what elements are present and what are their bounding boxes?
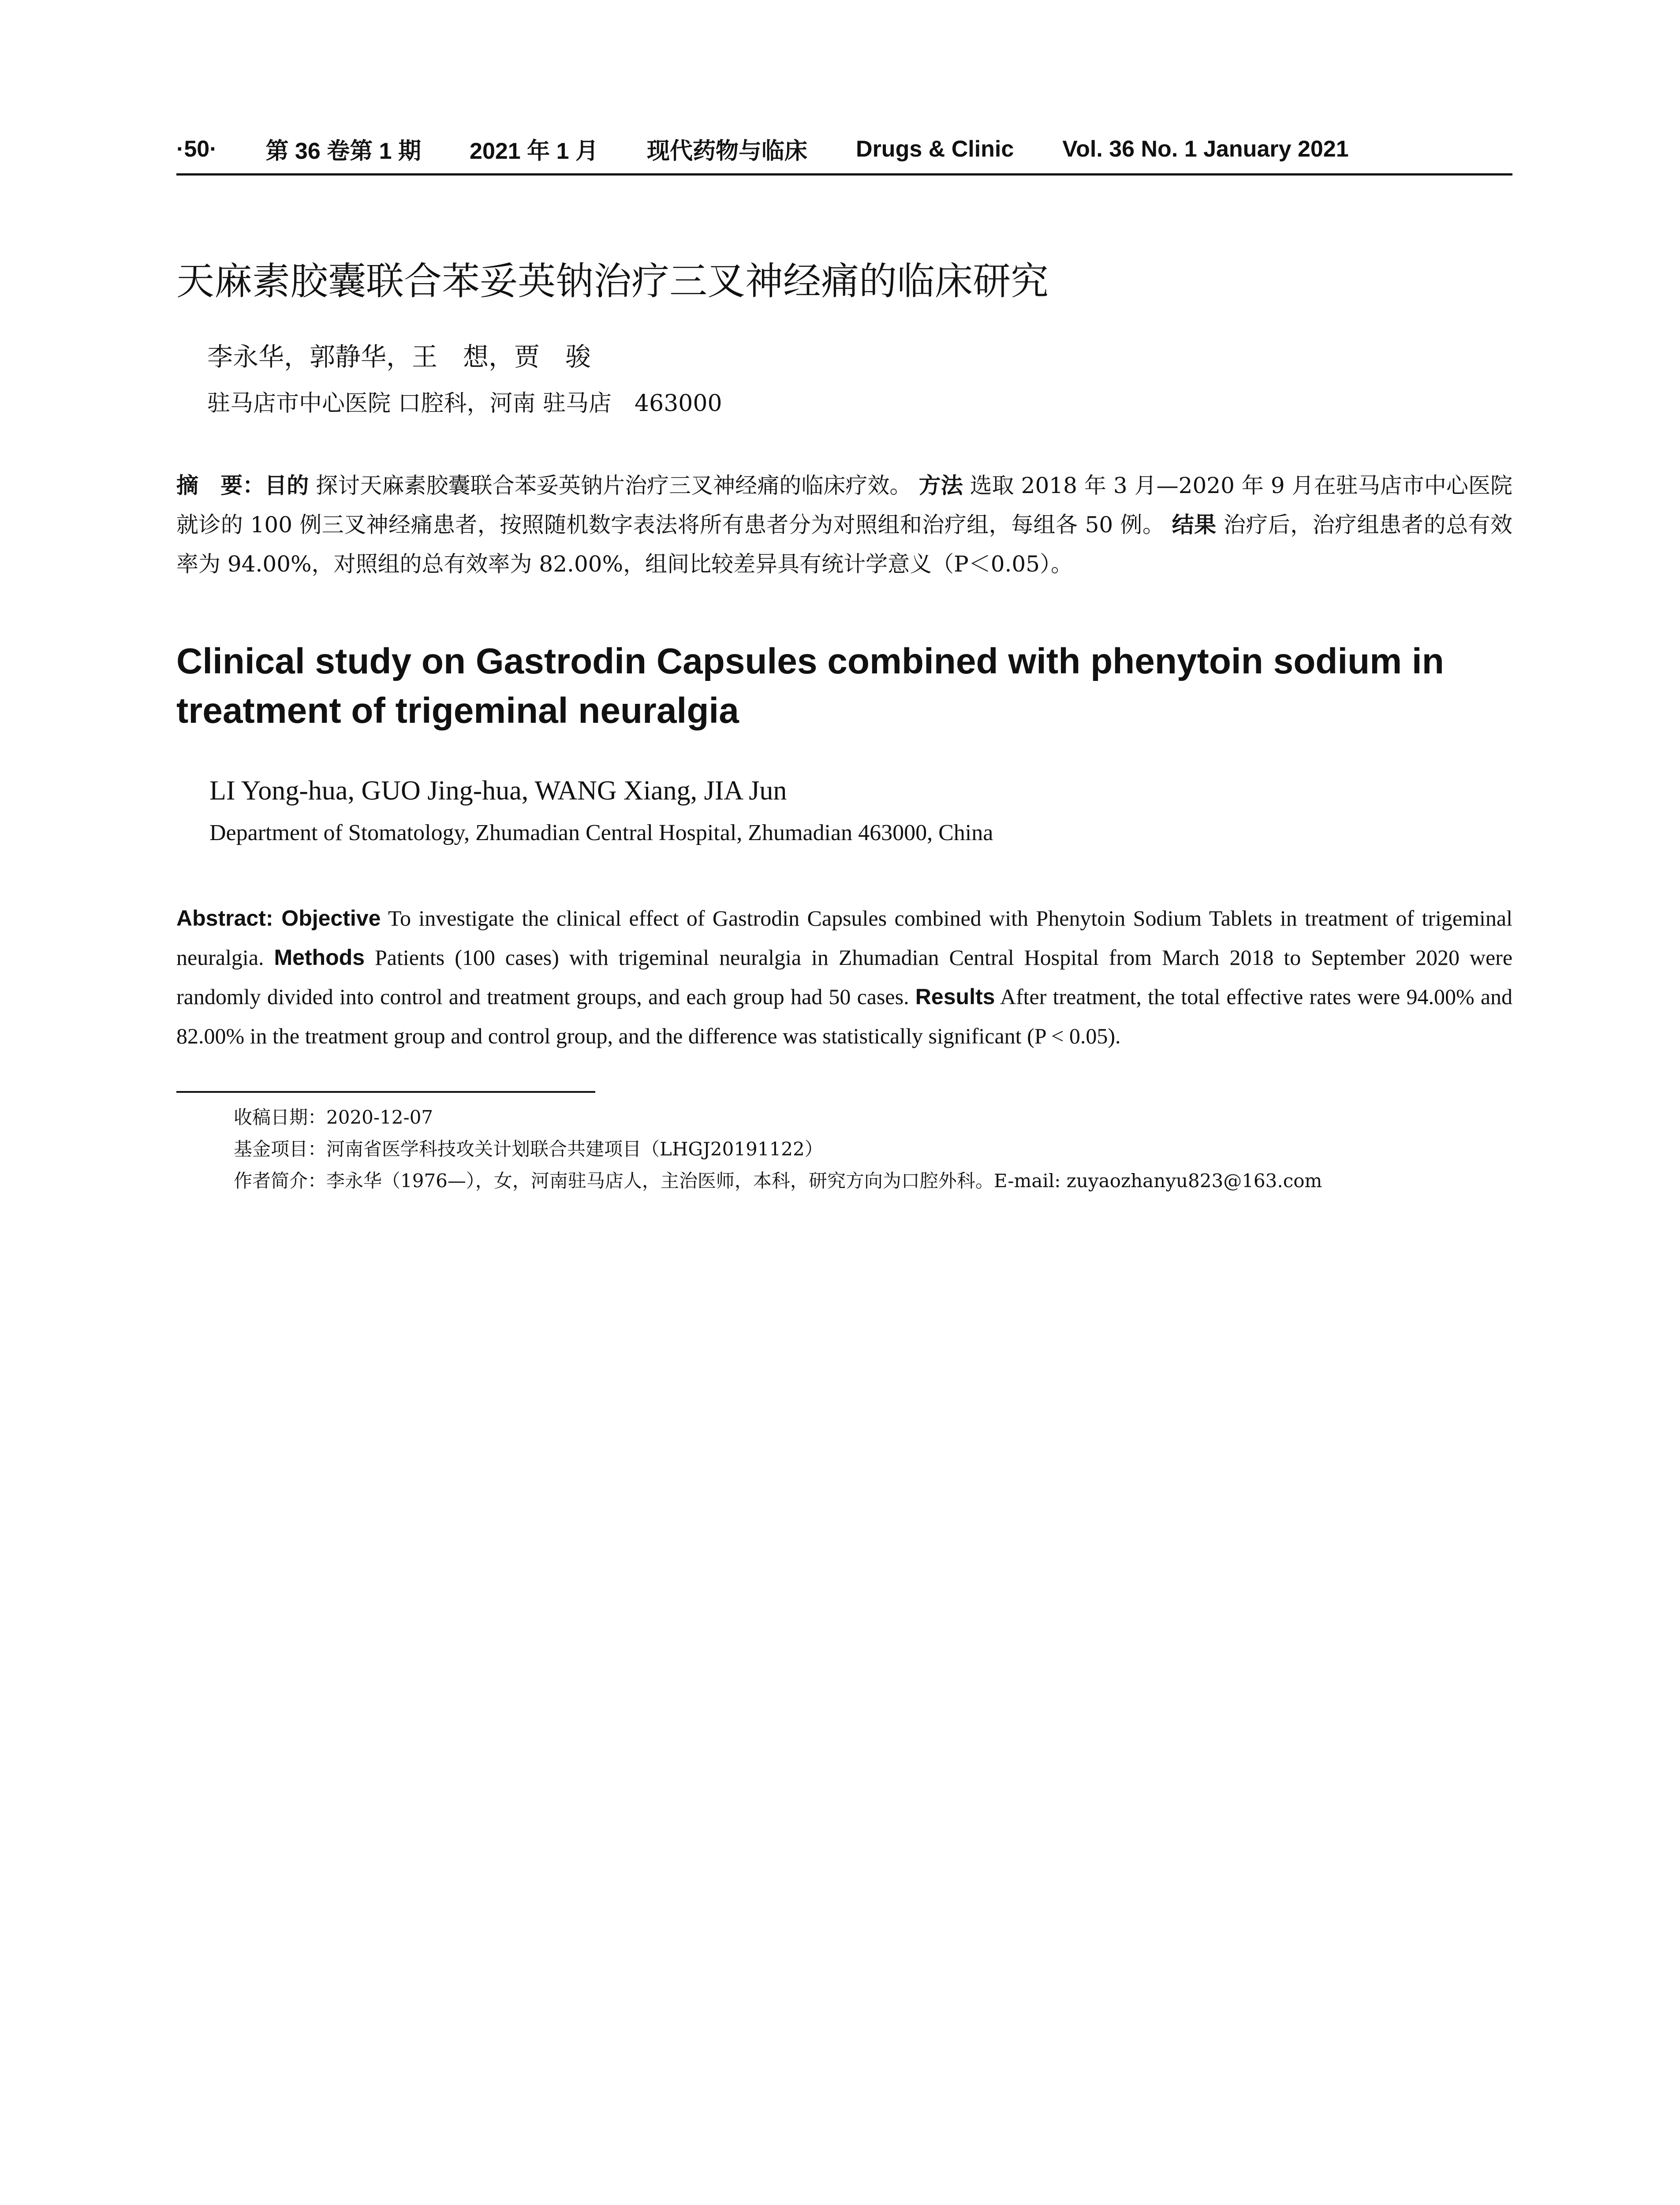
abstract-results-cn: 治疗后，治疗组患者的总有效率为 94.00%，对照组的总有效率为 82.00%，组间比较差异具有统计学意义（P＜0.05）。: [176, 512, 1512, 577]
abstract-methods-label-en: Methods: [274, 945, 365, 970]
abstract-results-en: After treatment, the total effective rates were 94.00% and 82.00% in the treatment group and control group, and the difference was statistically significant (P < 0.05).: [176, 984, 1513, 1048]
footnote-divider: [176, 1091, 595, 1093]
authors-en: LI Yong-hua, GUO Jing-hua, WANG Xiang, JIA Jun: [209, 776, 787, 806]
article-title-cn: 天麻素胶囊联合苯妥英钠治疗三叉神经痛的临床研究: [176, 259, 1049, 303]
abstract-methods-en: Patients (100 cases) with trigeminal neuralgia in Zhumadian Central Hospital from March 2018 to September 2020 were randomly divided into control and treatment groups, and each group had 50 cases.: [176, 945, 1513, 1009]
authors-cn: 李永华，郭静华，王 想，贾 骏: [207, 342, 591, 372]
abstract-results-label-en: Results: [915, 984, 995, 1009]
received-date: 收稿日期：2020-12-07: [234, 1106, 433, 1128]
abstract-label-cn: 摘 要：目的: [176, 473, 309, 498]
article-title-en: Clinical study on Gastrodin Capsules combined with phenytoin sodium in treatment of trigeminal neuralgia: [176, 641, 1444, 731]
footnotes: [176, 1102, 1512, 1197]
journal-name-en: Drugs & Clinic: [856, 136, 1014, 162]
page-number: ·50·: [176, 136, 217, 162]
volume-en: Vol. 36 No. 1 January 2021: [1062, 136, 1349, 162]
affiliation-cn: 驻马店市中心医院 口腔科，河南 驻马店 463000: [207, 390, 722, 417]
article-page: [176, 132, 1512, 1197]
fund-info: 基金项目：河南省医学科技攻关计划联合共建项目（LHGJ20191122）: [234, 1138, 823, 1160]
abstract-en: [176, 899, 1512, 1056]
abstract-methods-cn: 选取 2018 年 3 月—2020 年 9 月在驻马店市中心医院就诊的 100 例三叉神经痛患者，按照随机数字表法将所有患者分为对照组和治疗组，每组各 50 例。: [176, 473, 1513, 538]
running-header: [176, 132, 1512, 176]
date-cn: 2021 年 1 月: [470, 138, 598, 164]
abstract-results-label-cn: 结果: [1172, 512, 1217, 538]
abstract-label-en: Abstract: Objective: [176, 906, 381, 931]
abstract-cn: [176, 466, 1512, 584]
volume-cn: 第 36 卷第 1 期: [265, 138, 422, 164]
affiliation-en: Department of Stomatology, Zhumadian Central Hospital, Zhumadian 463000, China: [209, 820, 993, 845]
author-bio: 作者简介：李永华（1976—），女，河南驻马店人，主治医师，本科，研究方向为口腔外科。E-mail: zuyaozhanyu823@163.com: [234, 1170, 1322, 1192]
abstract-objective-en: To investigate the clinical effect of Gastrodin Capsules combined with Phenytoin Sodium Tablets in treatment of trigeminal neuralgia.: [176, 906, 1512, 970]
abstract-objective-cn: 探讨天麻素胶囊联合苯妥英钠片治疗三叉神经痛的临床疗效。: [316, 473, 912, 498]
journal-name-cn: 现代药物与临床: [647, 138, 808, 164]
abstract-methods-label-cn: 方法: [918, 473, 963, 498]
